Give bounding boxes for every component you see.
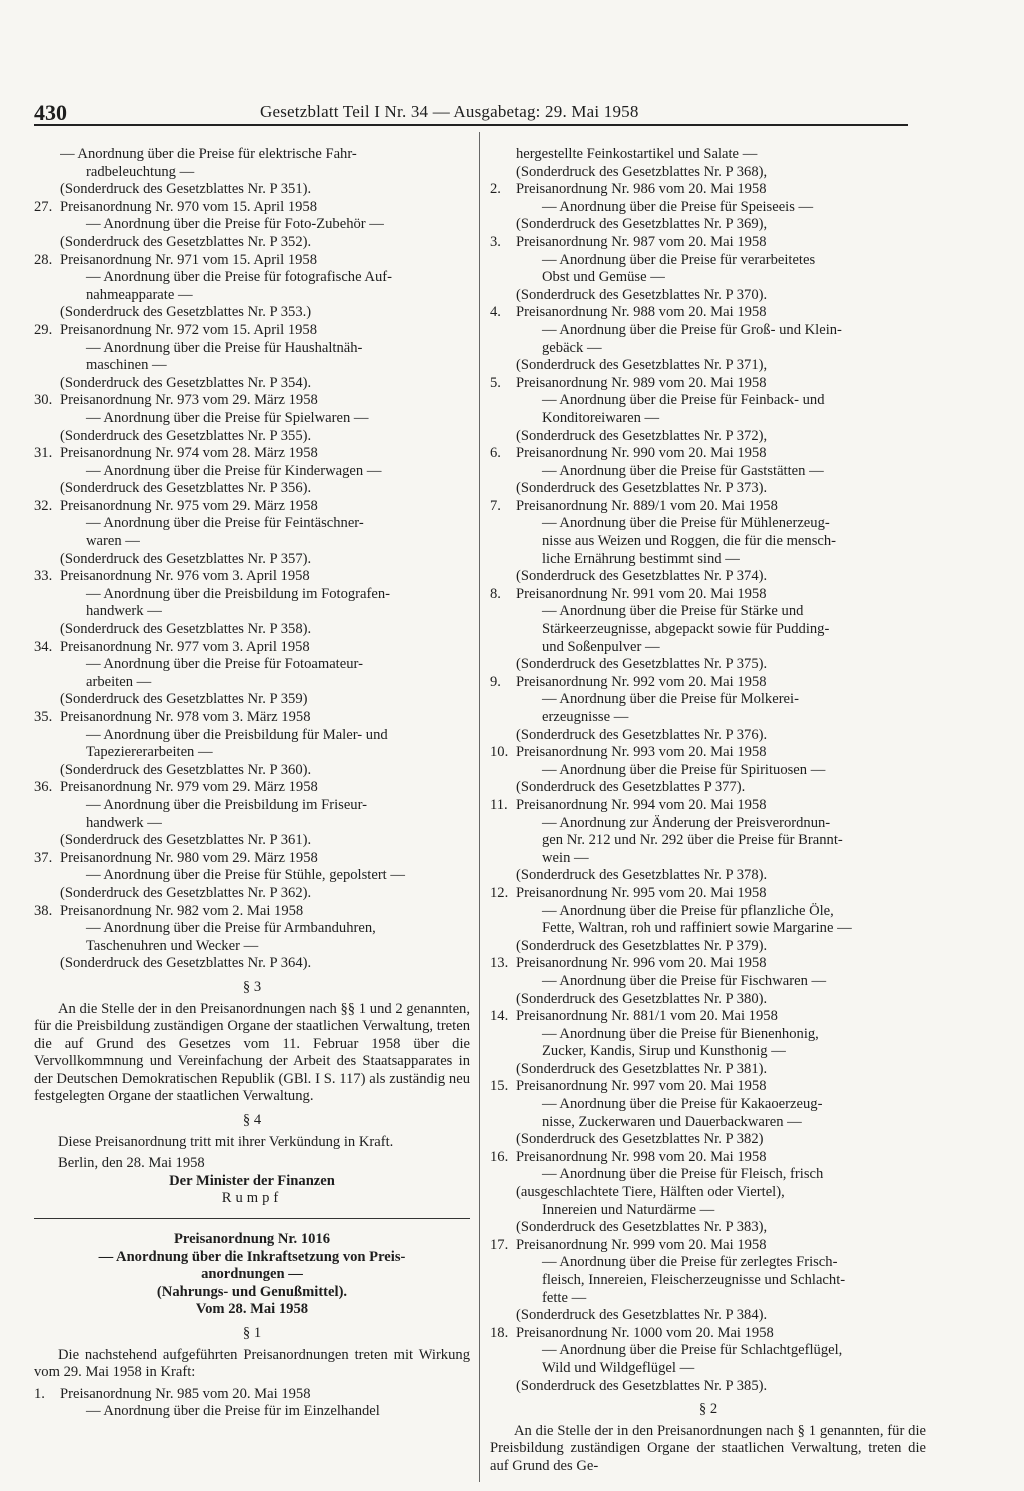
entry-line: (Sonderdruck des Gesetzblattes Nr. P 384). — [516, 1307, 768, 1324]
entry-number: 11. — [490, 796, 508, 813]
entry-line: maschinen — — [86, 357, 167, 374]
entry-line: (Sonderdruck des Gesetzblattes P 377). — [516, 779, 746, 796]
entry-number: 18. — [490, 1324, 509, 1341]
entry-line: (Sonderdruck des Gesetzblattes Nr. P 375). — [516, 656, 768, 673]
list-item — [490, 744, 926, 797]
entry-line: (Sonderdruck des Gesetzblattes Nr. P 353.) — [60, 304, 312, 321]
entry-number: 35. — [34, 709, 53, 725]
entry-line: — Anordnung über die Preise für Feinback- und — [542, 392, 825, 409]
entry-line: Preisanordnung Nr. 990 vom 20. Mai 1958 — [516, 445, 767, 462]
entry-line: Preisanordnung Nr. 974 vom 28. März 1958 — [60, 445, 318, 462]
price-order-list — [490, 181, 926, 1395]
entry-line: liche Ernährung bestimmt sind — — [542, 550, 740, 567]
entry-line: (Sonderdruck des Gesetzblattes Nr. P 358). — [60, 621, 312, 638]
list-item — [490, 375, 926, 445]
list-item — [34, 322, 470, 392]
list-item — [34, 392, 470, 445]
entry-line: (Sonderdruck des Gesetzblattes Nr. P 371), — [516, 357, 768, 374]
entry-line: (Sonderdruck des Gesetzblattes Nr. P 369), — [516, 216, 768, 233]
entry-line: Preisanordnung Nr. 986 vom 20. Mai 1958 — [516, 181, 767, 198]
entry-line: (Sonderdruck des Gesetzblattes Nr. P 380). — [516, 990, 768, 1007]
list-item — [34, 709, 470, 779]
entry-line: nahmeapparate — — [86, 286, 193, 303]
list-item — [34, 146, 470, 199]
price-order-list — [34, 199, 470, 973]
list-item — [490, 885, 926, 955]
entry-line: Preisanordnung Nr. 889/1 vom 20. Mai 1958 — [516, 497, 778, 514]
entry-line: (Sonderdruck des Gesetzblattes Nr. P 381). — [516, 1060, 768, 1077]
list-item — [34, 639, 470, 709]
entry-line: — Anordnung über die Preise für Feintäschner- — [86, 515, 364, 532]
entry-line: Preisanordnung Nr. 987 vom 20. Mai 1958 — [516, 233, 767, 250]
section-heading: § 3 — [242, 978, 262, 995]
entry-line: hergestellte Feinkostartikel und Salate — — [516, 146, 758, 162]
section-text: An die Stelle der in den Preisanordnungen nach §§ 1 und 2 genannten, für die Preisbildung zuständigen Organe der staatlichen Verwaltung, treten die auf Grund des Gesetzes vom 11. Februar 1958 über die Vervollkommnung und Vereinfachung der Arbeit des Staatsapparates in der Deutschen Demokratischen Republik (GBl. I S. 117) als zuständig neu festgelegten Organe der staatlichen Verwaltung. — [34, 1000, 470, 1105]
entry-line: Preisanordnung Nr. 989 vom 20. Mai 1958 — [516, 374, 767, 391]
entry-line: erzeugnisse — — [542, 709, 629, 725]
entry-line: — Anordnung über die Preise für Fotoamateur- — [86, 656, 363, 673]
entry-line: (Sonderdruck des Gesetzblattes Nr. P 351). — [60, 181, 312, 198]
list-item — [490, 304, 926, 374]
header-rule — [34, 124, 908, 126]
entry-line: handwerk — — [86, 814, 162, 831]
entry-line: (Sonderdruck des Gesetzblattes Nr. P 355). — [60, 427, 312, 444]
entry-line: Preisanordnung Nr. 993 vom 20. Mai 1958 — [516, 744, 767, 761]
right-column — [490, 146, 926, 1476]
entry-line: Preisanordnung Nr. 1000 vom 20. Mai 1958 — [516, 1324, 774, 1341]
entry-line: (Sonderdruck des Gesetzblattes Nr. P 361). — [60, 832, 312, 849]
entry-line: — Anordnung über die Preise für Schlachtgeflügel, — [542, 1342, 843, 1359]
entry-line: Preisanordnung Nr. 991 vom 20. Mai 1958 — [516, 585, 767, 602]
entry-line: Preisanordnung Nr. 985 vom 20. Mai 1958 — [60, 1385, 311, 1402]
entry-line: — Anordnung über die Preise für Stärke und — [542, 603, 804, 620]
entry-line: (Sonderdruck des Gesetzblattes Nr. P 385). — [516, 1377, 768, 1394]
entry-line: (Sonderdruck des Gesetzblattes Nr. P 368), — [516, 163, 768, 180]
entry-line: — Anordnung über die Preise für fotografische Auf- — [86, 269, 392, 286]
entry-line: — Anordnung über die Preise für Molkerei- — [542, 691, 799, 708]
entry-line: — Anordnung über die Preise für Kinderwagen — — [86, 462, 382, 479]
entry-number: 3. — [490, 233, 501, 250]
entry-number: 34. — [34, 638, 53, 655]
list-item — [490, 1078, 926, 1148]
entry-line: — Anordnung über die Preise für Speiseeis — — [542, 198, 814, 215]
entry-line: Preisanordnung Nr. 972 vom 15. April 1958 — [60, 321, 318, 338]
entry-line: gebäck — — [542, 339, 602, 356]
entry-line: — Anordnung über die Preise für pflanzliche Öle, — [542, 902, 834, 919]
entry-number: 30. — [34, 392, 53, 409]
list-item — [490, 674, 926, 744]
order-subtitle: — Anordnung über die Inkraftsetzung von Preis- — [98, 1248, 406, 1265]
entry-line: — Anordnung über die Preise für Kakaoerzeug- — [542, 1096, 823, 1113]
entry-number: 9. — [490, 673, 501, 690]
entry-line: Preisanordnung Nr. 980 vom 29. März 1958 — [60, 849, 318, 866]
entry-line: Tapeziererarbeiten — — [86, 744, 213, 761]
entry-line: Preisanordnung Nr. 881/1 vom 20. Mai 1958 — [516, 1008, 778, 1025]
order-title: Preisanordnung Nr. 1016 — [173, 1231, 331, 1248]
entry-line: (Sonderdruck des Gesetzblattes Nr. P 382) — [516, 1131, 764, 1148]
list-item — [34, 779, 470, 849]
signer-title: Der Minister der Finanzen — [169, 1172, 335, 1189]
entry-line: Preisanordnung Nr. 999 vom 20. Mai 1958 — [516, 1236, 767, 1253]
section-heading: § 2 — [698, 1401, 718, 1418]
entry-line: Fette, Waltran, roh und raffiniert sowie Margarine — — [542, 920, 852, 937]
page-header — [34, 100, 910, 126]
entry-line: (Sonderdruck des Gesetzblattes Nr. P 354). — [60, 374, 312, 391]
entry-line: Taschenuhren und Wecker — — [86, 937, 259, 954]
place-date: Berlin, den 28. Mai 1958 — [58, 1155, 205, 1172]
list-item — [490, 146, 926, 181]
entry-line: arbeiten — — [86, 673, 152, 690]
entry-number: 10. — [490, 744, 509, 761]
list-item — [34, 1386, 470, 1421]
entry-line: — Anordnung über die Preise für Stühle, gepolstert — — [86, 867, 405, 884]
entry-number: 1. — [34, 1385, 45, 1402]
entry-number: 4. — [490, 304, 501, 321]
entry-line: — Anordnung über die Preise für zerlegtes Frisch- — [542, 1254, 838, 1271]
page-number: 430 — [34, 100, 67, 125]
order-subtitle: (Nahrungs- und Genußmittel). — [156, 1283, 348, 1300]
entry-line: Preisanordnung Nr. 994 vom 20. Mai 1958 — [516, 796, 767, 813]
entry-line: radbeleuchtung — — [86, 163, 195, 180]
entry-number: 6. — [490, 445, 501, 462]
entry-line: waren — — [86, 533, 140, 550]
entry-number: 28. — [34, 251, 53, 268]
entry-line: (Sonderdruck des Gesetzblattes Nr. P 370). — [516, 286, 768, 303]
section-text: Diese Preisanordnung tritt mit ihrer Verkündung in Kraft. — [58, 1133, 394, 1150]
entry-line: Preisanordnung Nr. 995 vom 20. Mai 1958 — [516, 884, 767, 901]
list-item — [34, 498, 470, 568]
entry-line: — Anordnung über die Preise für verarbeitetes — [542, 251, 816, 268]
entry-line: — Anordnung über die Preise für Fischwaren — — [542, 972, 827, 989]
entry-line: Preisanordnung Nr. 979 vom 29. März 1958 — [60, 779, 318, 796]
entry-number: 27. — [34, 198, 53, 215]
entry-line: — Anordnung über die Preisbildung im Friseur- — [86, 796, 368, 813]
entry-number: 16. — [490, 1148, 509, 1165]
section-heading: § 4 — [242, 1112, 262, 1129]
entry-line: (Sonderdruck des Gesetzblattes Nr. P 379). — [516, 937, 768, 954]
entry-line: (Sonderdruck des Gesetzblattes Nr. P 360). — [60, 761, 312, 778]
running-title: Gesetzblatt Teil I Nr. 34 — Ausgabetag: 29. Mai 1958 — [260, 102, 639, 121]
entry-line: Wild und Wildgeflügel — — [542, 1359, 695, 1376]
entry-line: (Sonderdruck des Gesetzblattes Nr. P 373). — [516, 480, 768, 497]
entry-number: 17. — [490, 1236, 509, 1253]
entry-line: (Sonderdruck des Gesetzblattes Nr. P 356). — [60, 480, 312, 497]
entry-line: gen Nr. 212 und Nr. 292 über die Preise für Brannt- — [542, 832, 843, 849]
entry-line: — Anordnung über die Preise für Gaststätten — — [542, 462, 824, 479]
entry-line: Preisanordnung Nr. 973 vom 29. März 1958 — [60, 392, 318, 409]
entry-line: — Anordnung über die Preise für Fleisch, frisch — [542, 1166, 824, 1183]
list-item — [34, 199, 470, 252]
entry-line: — Anordnung über die Preise für Mühlenerzeug- — [542, 515, 830, 532]
entry-line: — Anordnung über die Preise für Groß- und Klein- — [542, 321, 842, 338]
entry-line: fleisch, Innereien, Fleischerzeugnisse und Schlacht- — [542, 1272, 846, 1288]
entry-line: (Sonderdruck des Gesetzblattes Nr. P 362). — [60, 884, 312, 901]
list-item — [490, 1237, 926, 1325]
entry-line: (Sonderdruck des Gesetzblattes Nr. P 364). — [60, 955, 312, 972]
list-item — [34, 568, 470, 638]
entry-number: 29. — [34, 321, 53, 338]
entry-line: — Anordnung über die Preise für im Einzelhandel — [86, 1403, 380, 1420]
list-item — [34, 903, 470, 973]
entry-line: (Sonderdruck des Gesetzblattes Nr. P 352). — [60, 233, 312, 250]
entry-line: (Sonderdruck des Gesetzblattes Nr. P 374). — [516, 568, 768, 585]
entry-number: 15. — [490, 1078, 509, 1095]
entry-line: und Soßenpulver — — [542, 638, 660, 655]
entry-line: — Anordnung über die Preise für elektrische Fahr- — [60, 146, 357, 162]
entry-line: handwerk — — [86, 603, 162, 620]
list-item — [34, 850, 470, 903]
entry-line: Zucker, Kandis, Sirup und Kunsthonig — — [542, 1043, 786, 1060]
entry-line: (Sonderdruck des Gesetzblattes Nr. P 357). — [60, 550, 312, 567]
entry-line: fette — — [542, 1289, 587, 1306]
section-text: An die Stelle der in den Preisanordnungen nach § 1 genannten, für die Preisbildung zuständigen Organe der staatlichen Verwaltung, treten die auf Grund des Ge- — [490, 1422, 926, 1474]
entry-line: (Sonderdruck des Gesetzblattes Nr. P 359) — [60, 691, 308, 708]
entry-line: wein — — [542, 849, 589, 866]
entry-line: nisse, Zuckerwaren und Dauerbackwaren — — [542, 1113, 802, 1130]
order-date: Vom 28. Mai 1958 — [195, 1301, 309, 1318]
entry-line: — Anordnung über die Preise für Foto-Zubehör — — [86, 216, 384, 233]
entry-number: 7. — [490, 497, 501, 514]
entry-line: — Anordnung über die Preise für Spirituosen — — [542, 761, 826, 778]
list-item — [490, 586, 926, 674]
list-item — [490, 498, 926, 586]
entry-number: 33. — [34, 568, 53, 585]
list-item — [490, 1008, 926, 1078]
entry-line: — Anordnung über die Preisbildung im Fotografen- — [86, 585, 390, 602]
entry-line: Preisanordnung Nr. 988 vom 20. Mai 1958 — [516, 304, 767, 321]
entry-line: (Sonderdruck des Gesetzblattes Nr. P 376). — [516, 726, 768, 743]
entry-number: 38. — [34, 902, 53, 919]
entry-line: nisse aus Weizen und Roggen, die für die mensch- — [542, 533, 837, 550]
entry-line: — Anordnung über die Preise für Haushaltnäh- — [86, 339, 363, 356]
list-item — [34, 252, 470, 322]
list-item — [490, 445, 926, 498]
entry-line: — Anordnung über die Preisbildung für Maler- und — [86, 726, 388, 743]
list-item — [490, 1149, 926, 1237]
entry-line: (Sonderdruck des Gesetzblattes Nr. P 383), — [516, 1219, 768, 1236]
entry-line: (ausgeschlachtete Tiere, Hälften oder Viertel), — [516, 1184, 785, 1201]
list-item — [490, 955, 926, 1008]
entry-number: 37. — [34, 849, 53, 866]
entry-line: — Anordnung über die Preise für Spielwaren — — [86, 409, 369, 426]
entry-line: Preisanordnung Nr. 977 vom 3. April 1958 — [60, 638, 310, 655]
entry-number: 31. — [34, 445, 53, 462]
list-item — [490, 181, 926, 234]
signer-name: Rumpf — [221, 1190, 283, 1207]
entry-line: Preisanordnung Nr. 976 vom 3. April 1958 — [60, 568, 310, 585]
entry-number: 12. — [490, 884, 509, 901]
entry-number: 8. — [490, 585, 501, 602]
entry-line: — Anordnung über die Preise für Bienenhonig, — [542, 1025, 819, 1042]
entry-number: 5. — [490, 374, 501, 391]
list-item — [490, 234, 926, 304]
entry-line: — Anordnung zur Änderung der Preisverordnun- — [542, 814, 831, 831]
list-item — [34, 445, 470, 498]
list-item — [490, 797, 926, 885]
left-column — [34, 146, 470, 1421]
entry-line: Stärkeerzeugnisse, abgepackt sowie für Pudding- — [542, 621, 830, 638]
entry-number: 14. — [490, 1008, 509, 1025]
entry-line: Preisanordnung Nr. 970 vom 15. April 1958 — [60, 198, 318, 215]
entry-line: Preisanordnung Nr. 975 vom 29. März 1958 — [60, 497, 318, 514]
entry-line: Konditoreiwaren — — [542, 409, 660, 426]
entry-line: Preisanordnung Nr. 978 vom 3. März 1958 — [60, 709, 311, 725]
entry-line: Preisanordnung Nr. 982 vom 2. Mai 1958 — [60, 902, 304, 919]
list-item — [490, 1325, 926, 1395]
entry-number: 32. — [34, 497, 53, 514]
section-heading: § 1 — [242, 1325, 262, 1341]
entry-number: 36. — [34, 779, 53, 796]
column-divider — [479, 132, 480, 1482]
entry-line: — Anordnung über die Preise für Armbanduhren, — [86, 920, 376, 937]
entry-line: Preisanordnung Nr. 992 vom 20. Mai 1958 — [516, 673, 767, 690]
entry-line: Preisanordnung Nr. 998 vom 20. Mai 1958 — [516, 1148, 767, 1165]
entry-number: 13. — [490, 955, 509, 972]
entry-line: Innereien und Naturdärme — — [542, 1201, 715, 1218]
section-text: Die nachstehend aufgeführten Preisanordnungen treten mit Wirkung vom 29. Mai 1958 in Kraft: — [34, 1346, 470, 1381]
entry-number: 2. — [490, 181, 501, 198]
entry-line: Preisanordnung Nr. 996 vom 20. Mai 1958 — [516, 955, 767, 972]
entry-line: (Sonderdruck des Gesetzblattes Nr. P 378). — [516, 867, 768, 884]
order-subtitle: anordnungen — — [201, 1266, 303, 1283]
section-divider — [34, 1218, 470, 1219]
entry-line: Preisanordnung Nr. 997 vom 20. Mai 1958 — [516, 1078, 767, 1095]
entry-line: Preisanordnung Nr. 971 vom 15. April 1958 — [60, 251, 318, 268]
entry-line: Obst und Gemüse — — [542, 269, 665, 286]
entry-line: (Sonderdruck des Gesetzblattes Nr. P 372), — [516, 427, 768, 444]
